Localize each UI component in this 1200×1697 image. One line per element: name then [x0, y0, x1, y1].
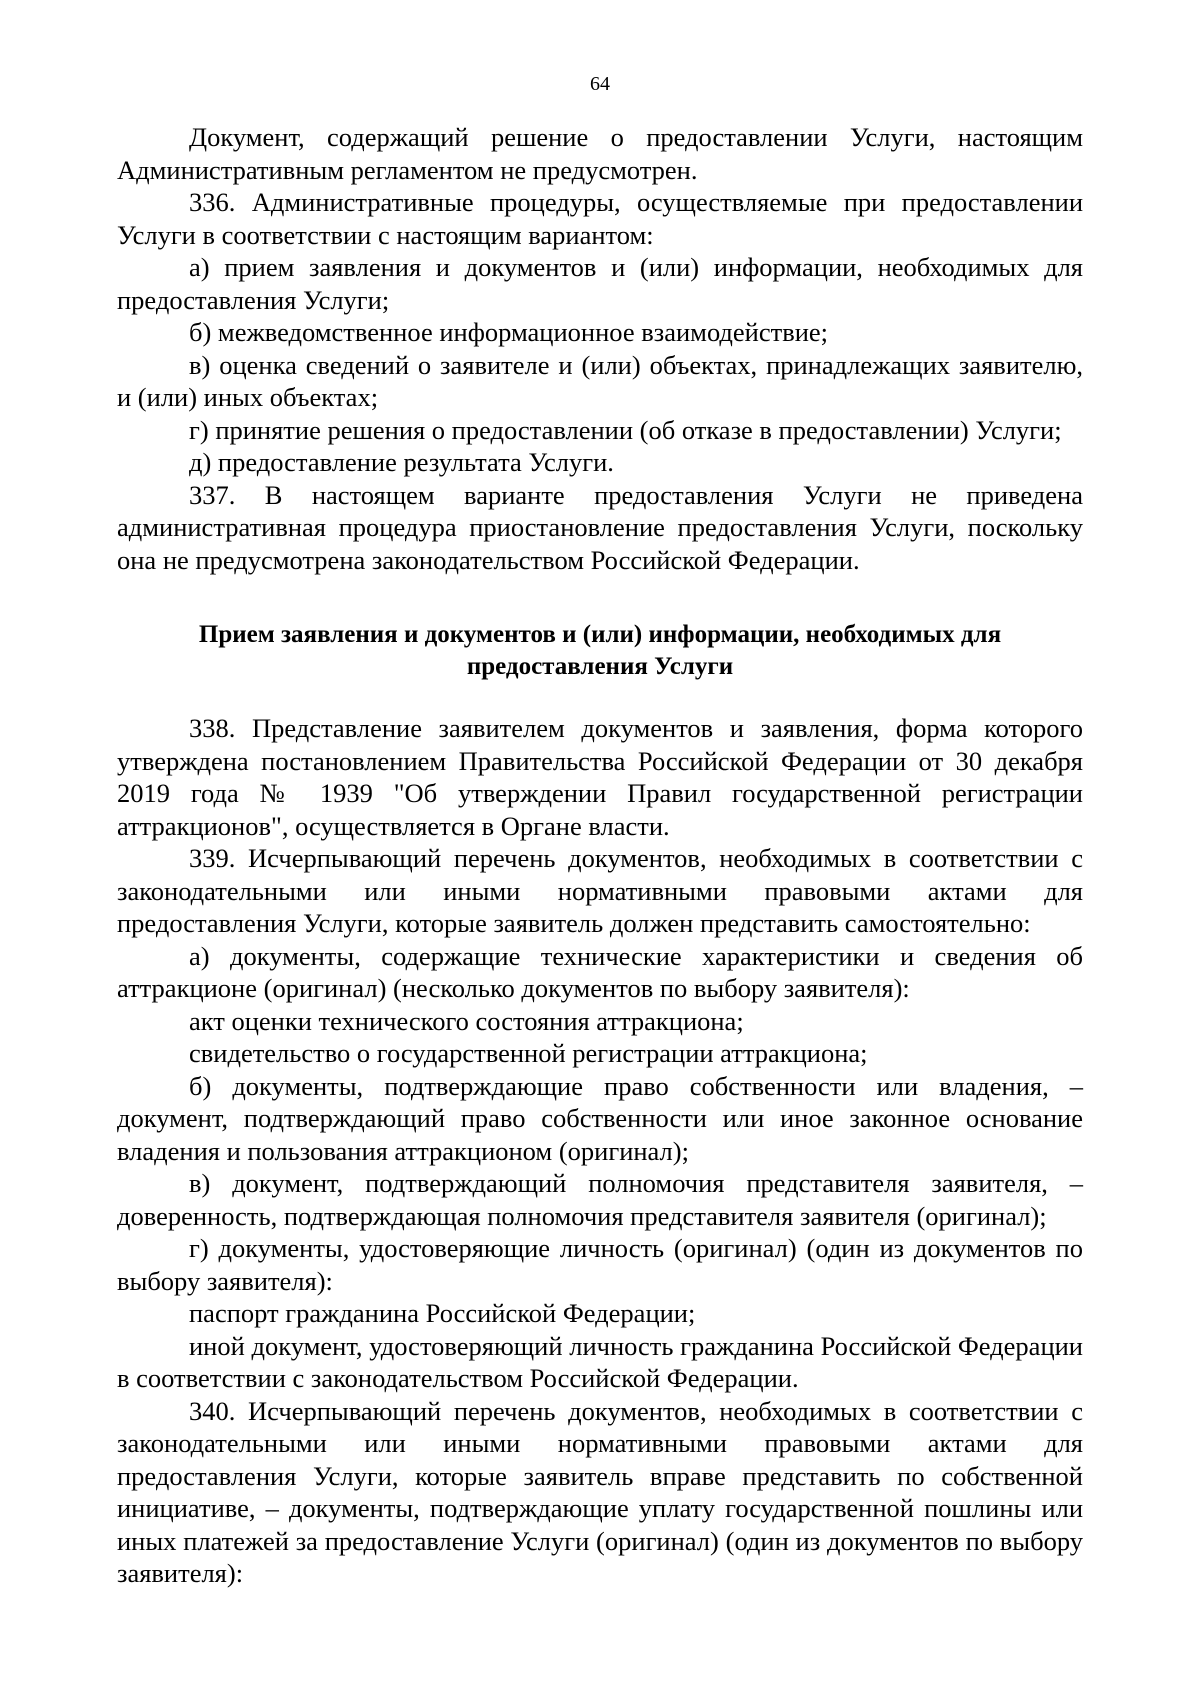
paragraph: свидетельство о государственной регистрации аттракциона;	[189, 1038, 868, 1068]
page-number: 64	[590, 73, 610, 95]
paragraph: д) предоставление результата Услуги.	[189, 447, 614, 477]
paragraph: 337. В настоящем варианте предоставления Услуги не приведена административная процедура приостановление предоставления Услуги, поскольку она не предусмотрена законодательством Российской Федерации.	[117, 479, 1083, 575]
paragraph: б) документы, подтверждающие право собственности или владения, – документ, подтверждающий право собственности или иное законное основание владения и пользования аттракционом (оригинал);	[117, 1070, 1083, 1166]
paragraph: б) межведомственное информационное взаимодействие;	[189, 317, 829, 347]
paragraph: а) документы, содержащие технические характеристики и сведения об аттракционе (оригинал) (несколько документов по выбору заявителя):	[117, 940, 1083, 1003]
paragraph: г) принятие решения о предоставлении (об отказе в предоставлении) Услуги;	[189, 414, 1062, 445]
section-heading: Прием заявления и документов и (или) информации, необходимых для предоставления Услуги	[198, 621, 1002, 680]
paragraph: паспорт гражданина Российской Федерации;	[189, 1298, 696, 1328]
paragraph: г) документы, удостоверяющие личность (оригинал) (один из документов по выбору заявителя):	[117, 1233, 1083, 1296]
paragraph: в) документ, подтверждающий полномочия представителя заявителя, – доверенность, подтверждающая полномочия представителя заявителя (оригинал);	[117, 1168, 1083, 1231]
paragraph: Документ, содержащий решение о предоставлении Услуги, настоящим Административным регламентом не предусмотрен.	[117, 122, 1083, 185]
paragraph: иной документ, удостоверяющий личность гражданина Российской Федерации в соответствии с законодательством Российской Федерации.	[117, 1330, 1083, 1393]
paragraph: 336. Административные процедуры, осуществляемые при предоставлении Услуги в соответствии с настоящим вариантом:	[117, 187, 1083, 250]
document-body	[117, 121, 1083, 1590]
paragraph: в) оценка сведений о заявителе и (или) объектах, принадлежащих заявителю, и (или) иных объектах;	[117, 349, 1083, 412]
paragraph: 339. Исчерпывающий перечень документов, необходимых в соответствии с законодательными или иными нормативными правовыми актами для предоставления Услуги, которые заявитель должен представить самостоятельно:	[117, 843, 1083, 938]
paragraph: 340. Исчерпывающий перечень документов, необходимых в соответствии с законодательными или иными нормативными правовыми актами для предоставления Услуги, которые заявитель вправе представить по собственной инициативе, – документы, подтверждающие уплату государственной пошлины или иных платежей за предоставление Услуги (оригинал) (один из документов по выбору заявителя):	[117, 1395, 1083, 1588]
paragraph: а) прием заявления и документов и (или) информации, необходимых для предоставления Услуги;	[117, 252, 1083, 315]
paragraph: 338. Представление заявителем документов и заявления, форма которого утверждена постановлением Правительства Российской Федерации от 30 декабря 2019 года № 1939 "Об утверждении Правил государственной регистрации аттракционов", осуществляется в Органе власти.	[117, 713, 1083, 841]
paragraph: акт оценки технического состояния аттракциона;	[189, 1005, 744, 1036]
